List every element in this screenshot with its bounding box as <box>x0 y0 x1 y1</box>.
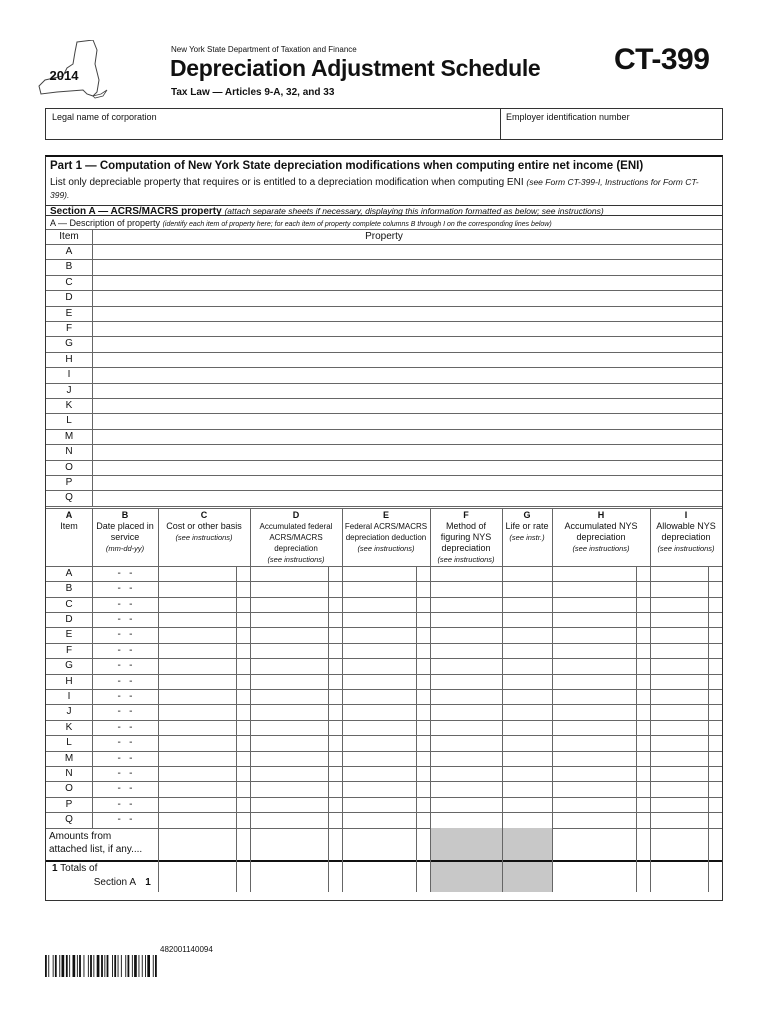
column-note: (see instr.) <box>509 532 545 542</box>
column-note: (see instructions) <box>175 532 233 542</box>
column-header-f <box>430 510 502 565</box>
column-g-input[interactable] <box>503 582 551 595</box>
column-g-input[interactable] <box>503 644 551 657</box>
totals-h-input[interactable] <box>553 862 649 891</box>
property-description-input[interactable] <box>93 245 721 258</box>
column-g-input[interactable] <box>503 767 551 780</box>
totals-label: 1 Totals of <box>52 862 98 874</box>
property-description-input[interactable] <box>93 322 721 335</box>
row-item-letter: I <box>67 691 71 702</box>
column-i-input[interactable] <box>651 705 721 718</box>
part1-instruction-note: (see Form CT-399-I, Instructions for Form CT-399). <box>50 177 699 200</box>
date-placed-input: - - <box>117 644 133 656</box>
section-a-note: (attach separate sheets if necessary, displaying this information formatted as below; see instructions) <box>224 206 604 216</box>
totals-label-2: Section A <box>93 876 136 888</box>
grid-line <box>250 508 251 892</box>
description-item-letter: F <box>65 323 73 334</box>
column-g-input[interactable] <box>503 813 551 826</box>
column-h-input[interactable] <box>553 721 649 734</box>
column-label: Date placed in service <box>96 520 154 542</box>
tax-law-reference: Tax Law — Articles 9-A, 32, and 33 <box>171 87 335 98</box>
form-title: Depreciation Adjustment Schedule <box>170 55 541 81</box>
column-f-input[interactable] <box>431 690 501 703</box>
totals-line-box: 1 <box>145 876 151 888</box>
row-item-letter: N <box>65 768 73 779</box>
column-f-input[interactable] <box>431 598 501 611</box>
column-i-input[interactable] <box>651 675 721 688</box>
part1-title: Part 1 — Computation of New York State depreciation modifications when computing entire net income (ENI) <box>50 160 644 172</box>
totals-line-number: 1 <box>52 862 58 874</box>
date-placed-input: - - <box>117 737 133 749</box>
column-label: Federal ACRS/MACRS depreciation deduction <box>344 521 428 542</box>
date-placed-input: - - <box>117 721 133 733</box>
column-i-input[interactable] <box>651 721 721 734</box>
column-note: (see instructions) <box>267 554 325 564</box>
column-f-input[interactable] <box>431 782 501 795</box>
column-i-input[interactable] <box>651 582 721 595</box>
date-placed-input: - - <box>117 567 133 579</box>
property-description-input[interactable] <box>93 414 721 427</box>
column-label: Item <box>60 520 78 531</box>
column-label: Life or rate <box>505 520 549 531</box>
date-placed-input: - - <box>117 629 133 641</box>
cents-divider <box>416 566 417 892</box>
grid-line <box>92 508 93 828</box>
column-h-input[interactable] <box>553 736 649 749</box>
column-note: (see instructions) <box>357 543 415 553</box>
date-placed-input: - - <box>117 675 133 687</box>
column-i-input[interactable] <box>651 659 721 672</box>
column-f-input[interactable] <box>431 675 501 688</box>
form-year: 2014 <box>49 68 79 83</box>
column-h-input[interactable] <box>553 628 649 641</box>
property-description-input[interactable] <box>93 260 721 273</box>
description-item-letter: P <box>65 477 73 488</box>
row-item-letter: O <box>65 783 73 795</box>
form-number: CT-399 <box>614 43 710 76</box>
column-f-input[interactable] <box>431 644 501 657</box>
column-i-input[interactable] <box>651 644 721 657</box>
property-description-input[interactable] <box>93 307 721 320</box>
column-header-h <box>552 510 650 554</box>
property-description-input[interactable] <box>93 291 721 304</box>
column-h-input[interactable] <box>553 767 649 780</box>
amounts-label: Amounts from <box>49 830 112 842</box>
column-i-input[interactable] <box>651 813 721 826</box>
row-item-letter: E <box>65 629 73 641</box>
column-h-input[interactable] <box>553 659 649 672</box>
column-letter: E <box>382 509 389 520</box>
column-i-input[interactable] <box>651 752 721 765</box>
cents-divider <box>636 566 637 892</box>
column-f-input[interactable] <box>431 613 501 626</box>
column-header-c <box>158 510 250 543</box>
description-item-letter: A <box>65 246 73 257</box>
column-h-input[interactable] <box>553 782 649 795</box>
column-note: (mm-dd-yy) <box>105 543 145 553</box>
column-letter: D <box>292 509 300 520</box>
description-item-letter: C <box>65 276 73 288</box>
column-g-input[interactable] <box>503 705 551 718</box>
description-item-letter: I <box>67 369 71 381</box>
column-f-input[interactable] <box>431 752 501 765</box>
grid-line <box>46 508 722 509</box>
row-item-letter: H <box>65 675 73 687</box>
property-description-input[interactable] <box>93 399 721 412</box>
column-letter: C <box>200 509 208 520</box>
row-item-letter: C <box>65 598 73 610</box>
column-header-g <box>502 510 552 543</box>
column-f-input[interactable] <box>431 567 501 580</box>
column-header-b <box>92 510 158 554</box>
column-i-input[interactable] <box>651 598 721 611</box>
description-item-letter: M <box>64 430 74 442</box>
grid-line <box>430 508 431 892</box>
property-description-input[interactable] <box>93 353 721 366</box>
department-name: New York State Department of Taxation and Finance <box>171 45 357 54</box>
description-item-letter: E <box>65 307 73 319</box>
column-i-input[interactable] <box>651 767 721 780</box>
description-item-letter: L <box>66 415 72 427</box>
column-f-input[interactable] <box>431 767 501 780</box>
description-item-letter: D <box>65 292 73 304</box>
column-label: Accumulated NYS depreciation <box>564 520 638 542</box>
date-placed-input: - - <box>117 583 133 595</box>
column-letter: F <box>463 509 469 520</box>
column-header-e <box>342 510 430 554</box>
grid-line <box>92 229 93 506</box>
date-placed-input: - - <box>117 598 133 610</box>
column-g-input[interactable] <box>503 690 551 703</box>
date-placed-input: - - <box>117 783 133 795</box>
grid-line <box>552 508 553 892</box>
column-i-input[interactable] <box>651 736 721 749</box>
date-placed-input: - - <box>117 706 133 718</box>
column-i-input[interactable] <box>651 798 721 811</box>
column-h-input[interactable] <box>553 582 649 595</box>
column-h-input[interactable] <box>553 798 649 811</box>
column-h-input[interactable] <box>553 613 649 626</box>
description-item-letter: J <box>66 384 72 396</box>
column-g-input[interactable] <box>503 567 551 580</box>
column-g-input[interactable] <box>503 721 551 734</box>
barcode-icon <box>45 955 195 977</box>
description-item-letter: N <box>65 446 73 458</box>
column-g-input[interactable] <box>503 798 551 811</box>
column-h-input[interactable] <box>553 690 649 703</box>
column-f-input[interactable] <box>431 705 501 718</box>
grid-line <box>502 508 503 892</box>
column-g-input[interactable] <box>503 782 551 795</box>
description-header <box>50 218 552 228</box>
part1-instruction <box>50 176 710 202</box>
column-f-input[interactable] <box>431 628 501 641</box>
column-label: Cost or other basis <box>166 520 242 531</box>
date-placed-input: - - <box>117 768 133 779</box>
row-item-letter: P <box>65 798 73 810</box>
amounts-label-2: attached list, if any.... <box>49 843 143 855</box>
date-placed-input: - - <box>117 798 133 810</box>
column-f-input[interactable] <box>431 813 501 826</box>
column-i-input[interactable] <box>651 628 721 641</box>
date-placed-input: - - <box>117 752 133 764</box>
column-i-input[interactable] <box>651 690 721 703</box>
column-label: Method of figuring NYS depreciation <box>440 520 492 553</box>
description-item-letter: G <box>65 338 73 350</box>
date-placed-input: - - <box>117 814 133 826</box>
column-h-input[interactable] <box>553 813 649 826</box>
description-item-letter: H <box>65 353 73 365</box>
column-label: Allowable NYS depreciation <box>656 520 716 542</box>
column-g-input[interactable] <box>503 675 551 688</box>
row-item-letter: J <box>66 706 72 718</box>
column-letter: G <box>523 509 531 520</box>
amounts-h-input[interactable] <box>553 829 649 859</box>
cents-divider <box>328 566 329 892</box>
section-a-title: Section A — ACRS/MACRS property <box>50 206 222 217</box>
part1-instruction-text: List only depreciable property that requires or is entitled to a depreciation modification when computing ENI <box>50 177 524 188</box>
column-letter: A <box>65 509 73 520</box>
grid-line <box>650 508 651 892</box>
column-f-input[interactable] <box>431 798 501 811</box>
column-header-a <box>46 510 92 532</box>
part1-section <box>45 155 723 901</box>
section-a-header <box>46 205 722 216</box>
legal-name-field[interactable]: Legal name of corporation <box>52 112 157 122</box>
column-i-input[interactable] <box>651 782 721 795</box>
column-i-input[interactable] <box>651 567 721 580</box>
cents-divider <box>708 566 709 892</box>
property-description-input[interactable] <box>93 445 721 458</box>
property-description-input[interactable] <box>93 476 721 489</box>
barcode-number: 482001140094 <box>160 945 213 954</box>
column-g-input[interactable] <box>503 598 551 611</box>
column-g-input[interactable] <box>503 736 551 749</box>
property-description-input[interactable] <box>93 368 721 381</box>
column-g-input[interactable] <box>503 613 551 626</box>
column-i-input[interactable] <box>651 613 721 626</box>
row-item-letter: L <box>66 737 72 749</box>
property-description-input[interactable] <box>93 384 721 397</box>
column-f-input[interactable] <box>431 659 501 672</box>
column-note: (see instructions) <box>572 543 630 553</box>
description-item-letter: K <box>65 400 73 411</box>
row-item-letter: K <box>65 721 73 733</box>
description-label: A — Description of property <box>50 218 161 228</box>
column-h-input[interactable] <box>553 644 649 657</box>
column-f-input[interactable] <box>431 721 501 734</box>
column-letter: H <box>597 509 605 520</box>
row-item-letter: G <box>65 660 73 672</box>
column-f-input[interactable] <box>431 736 501 749</box>
grid-line <box>46 229 722 230</box>
grid-line <box>342 508 343 892</box>
column-label: Accumulated federal ACRS/MACRS depreciation <box>259 521 333 553</box>
property-description-input[interactable] <box>93 337 721 350</box>
date-placed-input: - - <box>117 660 133 672</box>
description-item-letter: O <box>65 461 73 473</box>
column-h-input[interactable] <box>553 705 649 718</box>
description-note: (identify each item of property here; for each item of property complete columns B through I on the corresponding lines below) <box>162 221 552 228</box>
row-item-letter: A <box>65 567 73 579</box>
row-item-letter: D <box>65 614 73 625</box>
date-placed-input: - - <box>117 691 133 702</box>
identification-box <box>45 108 723 140</box>
row-item-letter: M <box>64 752 74 764</box>
row-item-letter: B <box>65 583 73 595</box>
column-g-input[interactable] <box>503 628 551 641</box>
grid-line <box>158 828 159 892</box>
column-h-input[interactable] <box>553 675 649 688</box>
column-h-input[interactable] <box>553 567 649 580</box>
column-g-input[interactable] <box>503 659 551 672</box>
column-h-input[interactable] <box>553 752 649 765</box>
cents-divider <box>236 566 237 892</box>
property-column-header: Property <box>365 231 403 242</box>
row-item-letter: Q <box>65 814 73 826</box>
column-letter: I <box>684 509 688 520</box>
property-description-input[interactable] <box>93 430 721 443</box>
description-item-letter: B <box>65 261 73 273</box>
property-description-input[interactable] <box>93 491 721 504</box>
description-item-letter: Q <box>65 492 73 504</box>
column-header-i <box>650 510 722 554</box>
ein-field[interactable]: Employer identification number <box>506 112 630 122</box>
totals-i-input[interactable] <box>651 862 721 891</box>
row-item-letter: F <box>65 644 73 656</box>
date-placed-input: - - <box>117 614 133 625</box>
column-f-input[interactable] <box>431 582 501 595</box>
column-note: (see instructions) <box>657 543 715 553</box>
grid-line <box>46 506 722 507</box>
property-description-input[interactable] <box>93 276 721 289</box>
item-column-header: Item <box>59 231 79 242</box>
column-h-input[interactable] <box>553 598 649 611</box>
column-header-d <box>250 510 342 565</box>
column-letter: B <box>121 509 129 520</box>
amounts-i-input[interactable] <box>651 829 721 859</box>
property-description-input[interactable] <box>93 461 721 474</box>
column-note: (see instructions) <box>437 554 495 564</box>
column-g-input[interactable] <box>503 752 551 765</box>
